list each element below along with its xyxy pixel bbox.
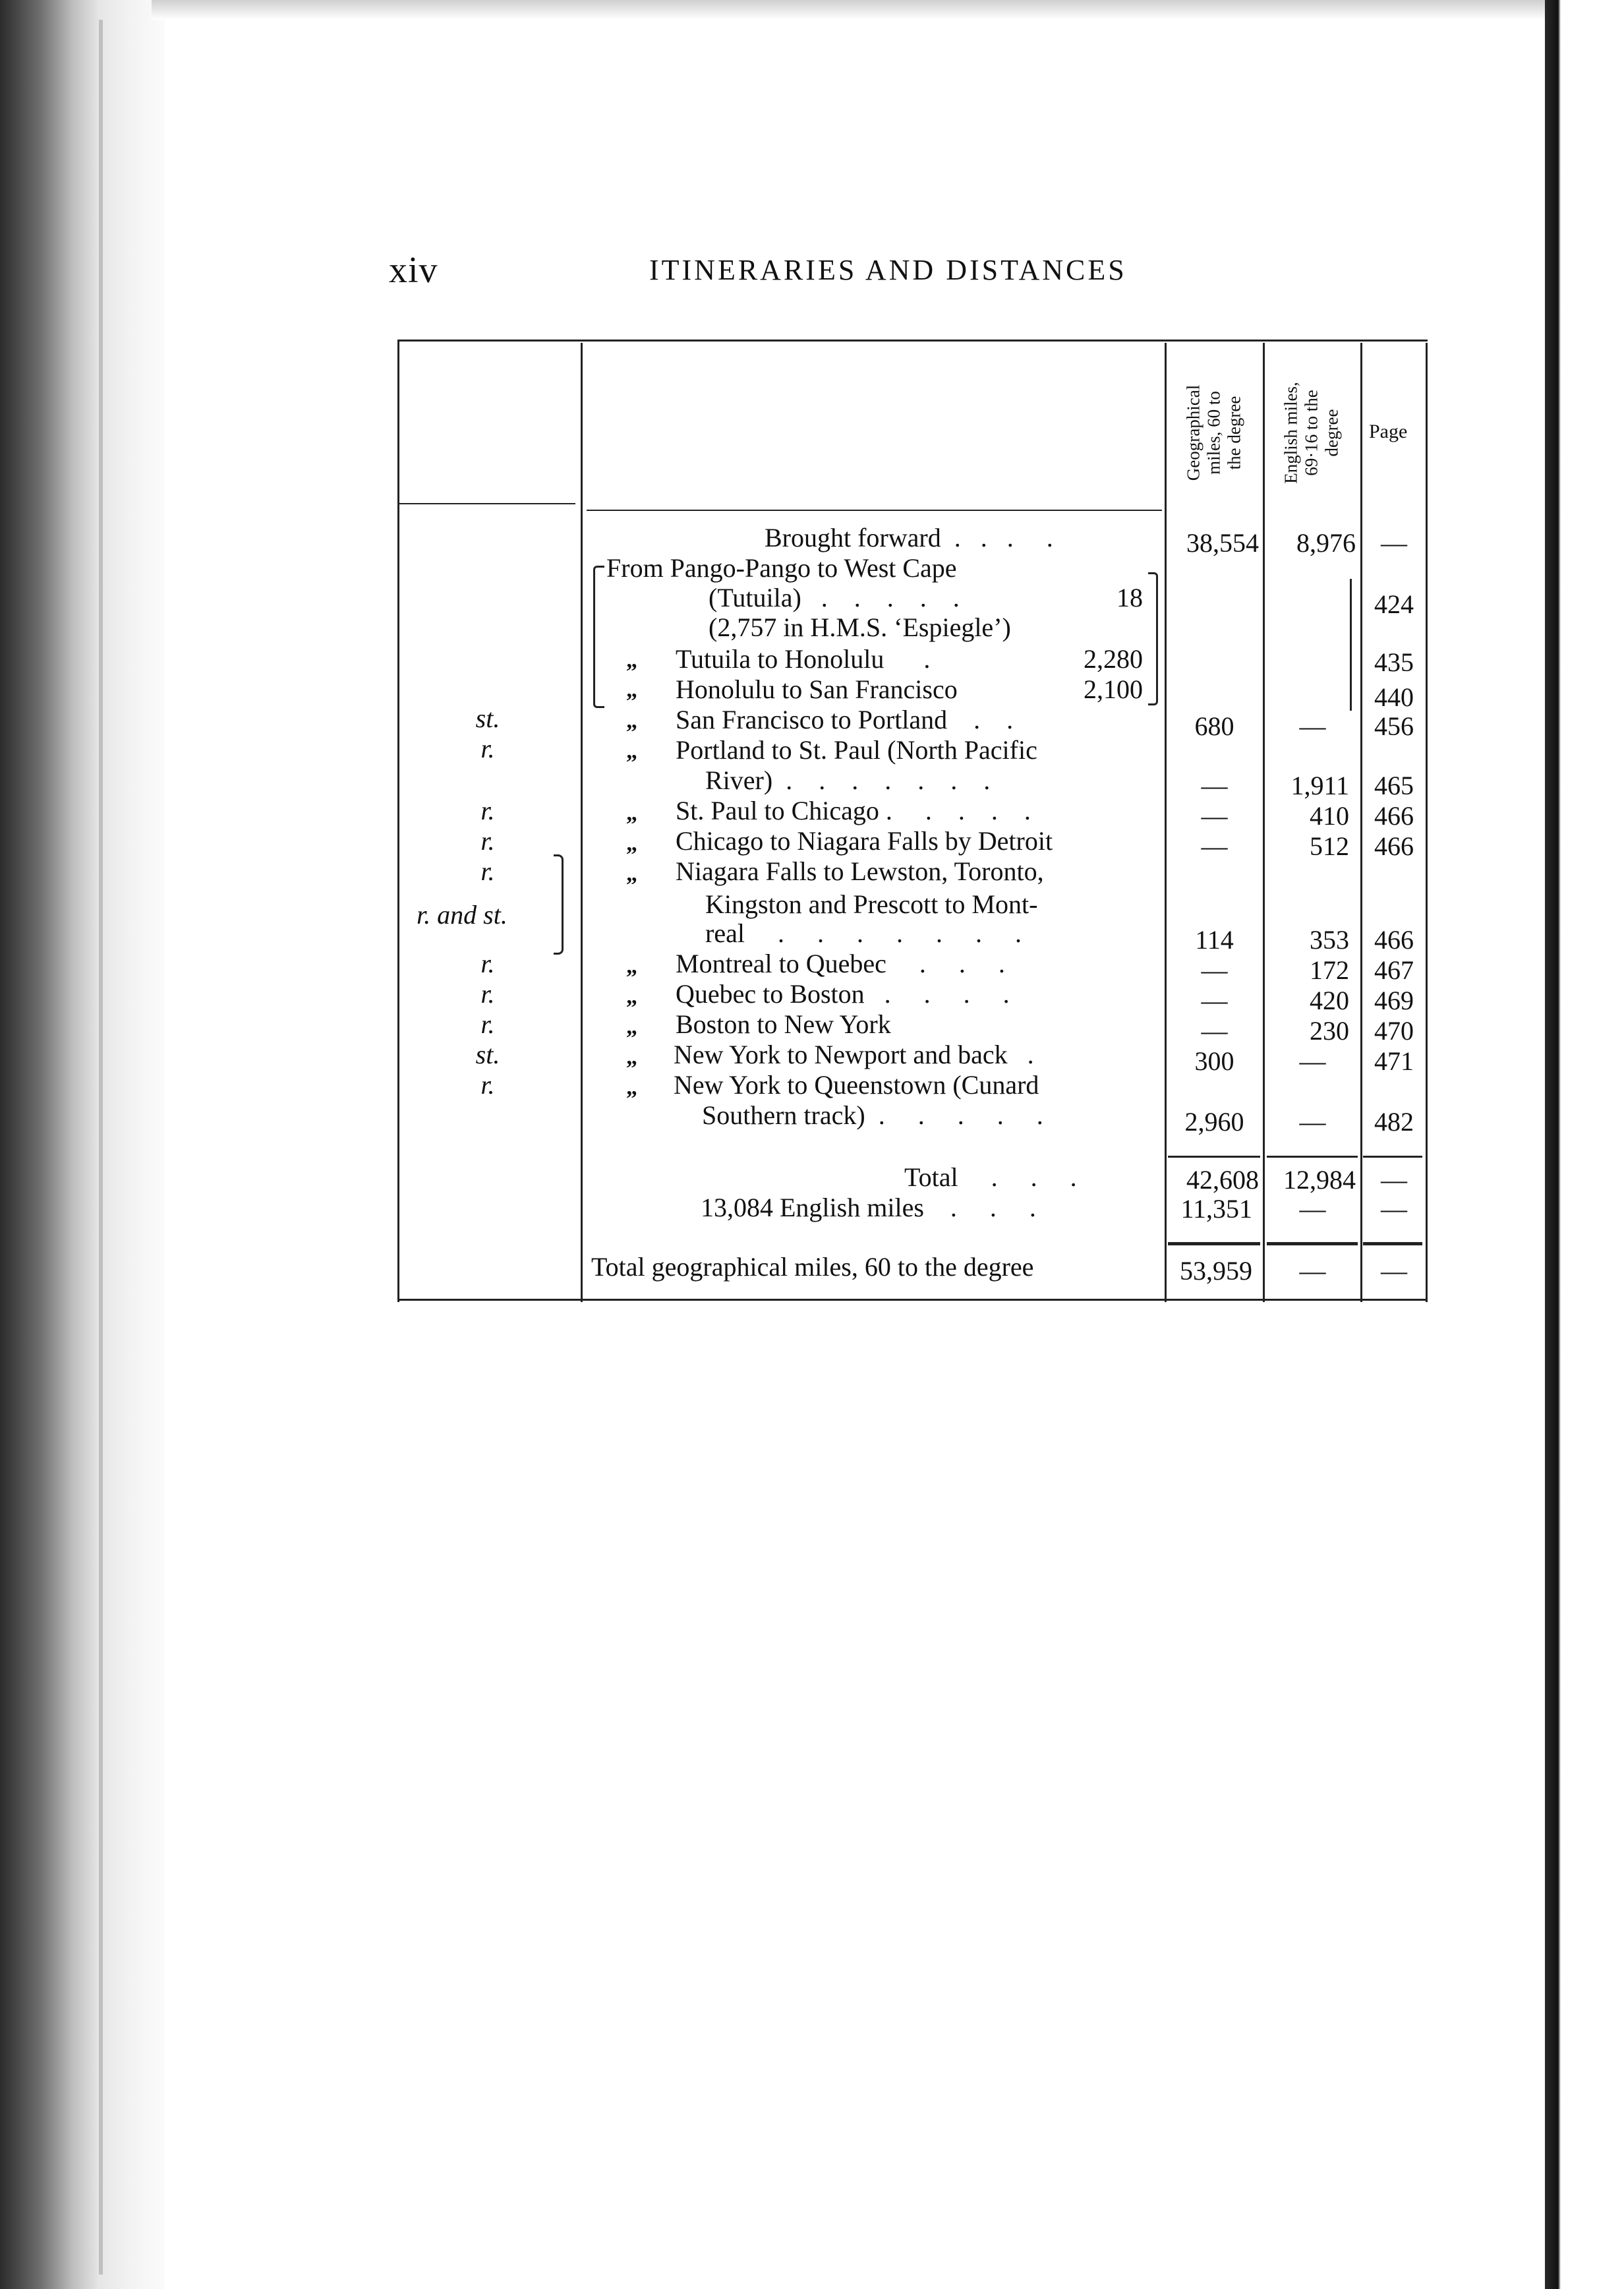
route-text: Quebec to Boston (676, 979, 865, 1009)
table-row (674, 1040, 1034, 1069)
table-row: Honolulu to San Francisco (676, 674, 958, 704)
eng-value: — (1299, 1046, 1326, 1076)
table-row (705, 766, 990, 795)
page-value: 435 (1374, 647, 1414, 677)
ditto-mark: „ (626, 678, 637, 702)
conversion-page: — (1381, 1194, 1407, 1224)
table-top-rule (397, 340, 1428, 342)
eng-value: 172 (1310, 955, 1349, 985)
table-row: Chicago to Niagara Falls by Detroit (676, 826, 1053, 856)
route-text: St. Paul to Chicago (676, 796, 879, 825)
table-row: Boston to New York (676, 1009, 891, 1039)
geo-column-rule (1263, 343, 1265, 1302)
table-row (676, 645, 930, 674)
table-row (676, 949, 1005, 978)
geo-value: — (1201, 831, 1228, 861)
ditto-mark: „ (626, 801, 637, 825)
table-row: Portland to St. Paul (North Pacific (676, 735, 1037, 765)
route-text: Tutuila to Honolulu (676, 644, 884, 674)
table-row (676, 980, 1010, 1009)
inner-value: 18 (1116, 583, 1143, 612)
total-row (904, 1163, 1077, 1192)
eng-value: — (1299, 1107, 1326, 1137)
eng-total-rule (1267, 1242, 1358, 1245)
table-row: Kingston and Prescott to Mont- (705, 889, 1038, 919)
table-right-rule (1426, 343, 1428, 1302)
ditto-mark: „ (626, 984, 637, 1009)
mode-label: r. (480, 1070, 495, 1100)
geo-value: 680 (1194, 711, 1234, 741)
mode-label: r. (480, 1009, 495, 1039)
leader-dots: . . . . . (801, 583, 979, 612)
page-value: 467 (1374, 955, 1414, 985)
geo-value: 38,554 (1186, 528, 1259, 558)
page-value: 482 (1374, 1107, 1414, 1137)
table-row (709, 583, 979, 612)
table-row: Niagara Falls to Lewston, Toronto, (676, 856, 1044, 886)
leader-dots: . . . . . (865, 1100, 1043, 1130)
mode-label (417, 901, 508, 930)
page-brace (1345, 579, 1352, 711)
route-text: Brought forward (765, 523, 941, 552)
mode-label: r. (480, 979, 495, 1009)
table-row: New York to Queenstown (Cunard (674, 1070, 1039, 1100)
geo-value: 2,960 (1184, 1107, 1244, 1137)
route-text: San Francisco to Portland (676, 705, 948, 734)
geo-value: 300 (1194, 1046, 1234, 1076)
leader-dots: . . . (886, 949, 1005, 978)
conversion-row (701, 1193, 1036, 1222)
page-value: 466 (1374, 925, 1414, 955)
route-text: Southern track) (702, 1100, 865, 1130)
ditto-mark: „ (626, 831, 637, 856)
right-brace (1148, 572, 1158, 705)
leader-dots: . . . . (941, 523, 1053, 552)
leader-dots: . (884, 644, 931, 674)
total-geo: 42,608 (1186, 1165, 1259, 1195)
scan-top-edge (152, 0, 1555, 20)
geo-value: — (1201, 771, 1228, 800)
eng-value: 353 (1310, 925, 1349, 955)
page-value: 456 (1374, 711, 1414, 741)
table-row (765, 523, 1053, 552)
table-row (676, 796, 1031, 825)
table-row: From Pango-Pango to West Cape (606, 553, 957, 583)
page-value: 424 (1374, 589, 1414, 619)
header-line: the degree (1224, 396, 1244, 470)
header-line: 69·16 to the (1301, 390, 1321, 476)
leader-dots: . . . (923, 1193, 1036, 1222)
eng-value: — (1299, 711, 1326, 741)
mode-label: st. (475, 703, 500, 733)
conversion-geo: 11,351 (1180, 1194, 1252, 1224)
eng-value: 8,976 (1296, 528, 1356, 558)
ditto-mark: „ (626, 648, 637, 672)
mode-text: r. and st. (417, 900, 508, 930)
leader-dots: . . . . . . . (744, 918, 1022, 948)
inner-value: 2,100 (1084, 674, 1143, 704)
geo-value: — (1201, 801, 1228, 831)
geo-value: — (1201, 1016, 1228, 1046)
route-text: real (705, 918, 745, 948)
header-line: miles, 60 to (1204, 391, 1224, 475)
table-row: (2,757 in H.M.S. ‘Espiegle’) (709, 612, 1011, 642)
page-value: 469 (1374, 986, 1414, 1015)
table-bottom-rule (397, 1299, 1428, 1301)
eng-value: 1,911 (1290, 771, 1349, 800)
ditto-mark: „ (626, 954, 637, 978)
leader-dots: . . . (958, 1162, 1077, 1192)
page-value: 470 (1374, 1016, 1414, 1046)
header-line: degree (1321, 409, 1342, 457)
page-value: 440 (1374, 682, 1414, 712)
page-number: xiv (389, 250, 438, 291)
leader-dots: . (1007, 1040, 1034, 1069)
scan-left-edge (0, 0, 165, 2289)
page-value: 465 (1374, 771, 1414, 800)
leader-dots: . . . . . (879, 796, 1031, 825)
mode-column-rule (581, 343, 583, 1302)
table-row (676, 705, 1013, 734)
page-value: 471 (1374, 1046, 1414, 1076)
mode-label: r. (480, 826, 495, 856)
page-column-header: Page (1369, 421, 1408, 442)
eng-sum-rule (1267, 1156, 1358, 1158)
mode-label: r. (480, 796, 495, 825)
page-value: 466 (1374, 831, 1414, 861)
grand-total-eng: — (1299, 1256, 1326, 1286)
english-miles-header (1281, 338, 1343, 529)
grand-total-page: — (1381, 1256, 1407, 1286)
page-value: — (1381, 528, 1407, 558)
route-text: Montreal to Quebec (676, 949, 886, 978)
grand-total-geo: 53,959 (1180, 1256, 1252, 1286)
eng-value: 512 (1310, 831, 1349, 861)
eng-value: 410 (1310, 801, 1349, 831)
running-head (389, 249, 1186, 295)
mode-label: r. (480, 856, 495, 886)
geographical-miles-header (1184, 338, 1245, 529)
leader-dots: . . . . (864, 979, 1010, 1009)
grand-total-label: Total geographical miles, 60 to the degree (591, 1252, 1034, 1282)
eng-value: 420 (1310, 986, 1349, 1015)
mode-label: r. (480, 949, 495, 978)
geo-total-rule (1168, 1242, 1260, 1245)
geo-value: 114 (1195, 925, 1234, 955)
conversion-label: 13,084 English miles (701, 1193, 924, 1222)
route-text: River) (705, 765, 773, 795)
scan-right-edge (1545, 0, 1624, 2289)
ditto-mark: „ (626, 739, 637, 763)
geo-value: — (1201, 955, 1228, 985)
table-row (705, 919, 1022, 948)
left-brace (593, 566, 604, 708)
inner-value: 2,280 (1084, 644, 1143, 674)
ditto-mark: „ (626, 1045, 637, 1069)
page-value: 466 (1374, 801, 1414, 831)
ditto-mark: „ (626, 1015, 637, 1039)
ditto-mark: „ (626, 1075, 637, 1100)
total-eng: 12,984 (1283, 1165, 1356, 1195)
total-page: — (1381, 1165, 1407, 1195)
geo-sum-rule (1168, 1156, 1260, 1158)
route-text: (Tutuila) (709, 583, 801, 612)
table-row (702, 1101, 1043, 1130)
table-left-rule (397, 340, 399, 1302)
leader-dots: . . (947, 705, 1014, 734)
ditto-mark: „ (626, 862, 637, 886)
mode-label: r. (480, 734, 495, 763)
route-header-rule (587, 510, 1162, 511)
geo-value: — (1201, 986, 1228, 1015)
leader-dots: . . . . . . . (772, 765, 991, 795)
total-label: Total (904, 1162, 958, 1192)
route-text: New York to Newport and back (674, 1040, 1008, 1069)
mode-label: st. (475, 1040, 500, 1069)
page-title: ITINERARIES AND DISTANCES (649, 254, 1127, 286)
scan-left-shadow (99, 20, 103, 2274)
conversion-eng: — (1299, 1194, 1326, 1224)
header-line: English miles, (1281, 382, 1301, 484)
header-line: Geographical (1183, 384, 1204, 481)
mode-brace (554, 854, 564, 955)
ditto-mark: „ (626, 709, 637, 733)
page-total-rule (1363, 1242, 1422, 1245)
mode-header-rule (397, 503, 575, 504)
page-sum-rule (1363, 1156, 1422, 1158)
eng-value: 230 (1310, 1016, 1349, 1046)
